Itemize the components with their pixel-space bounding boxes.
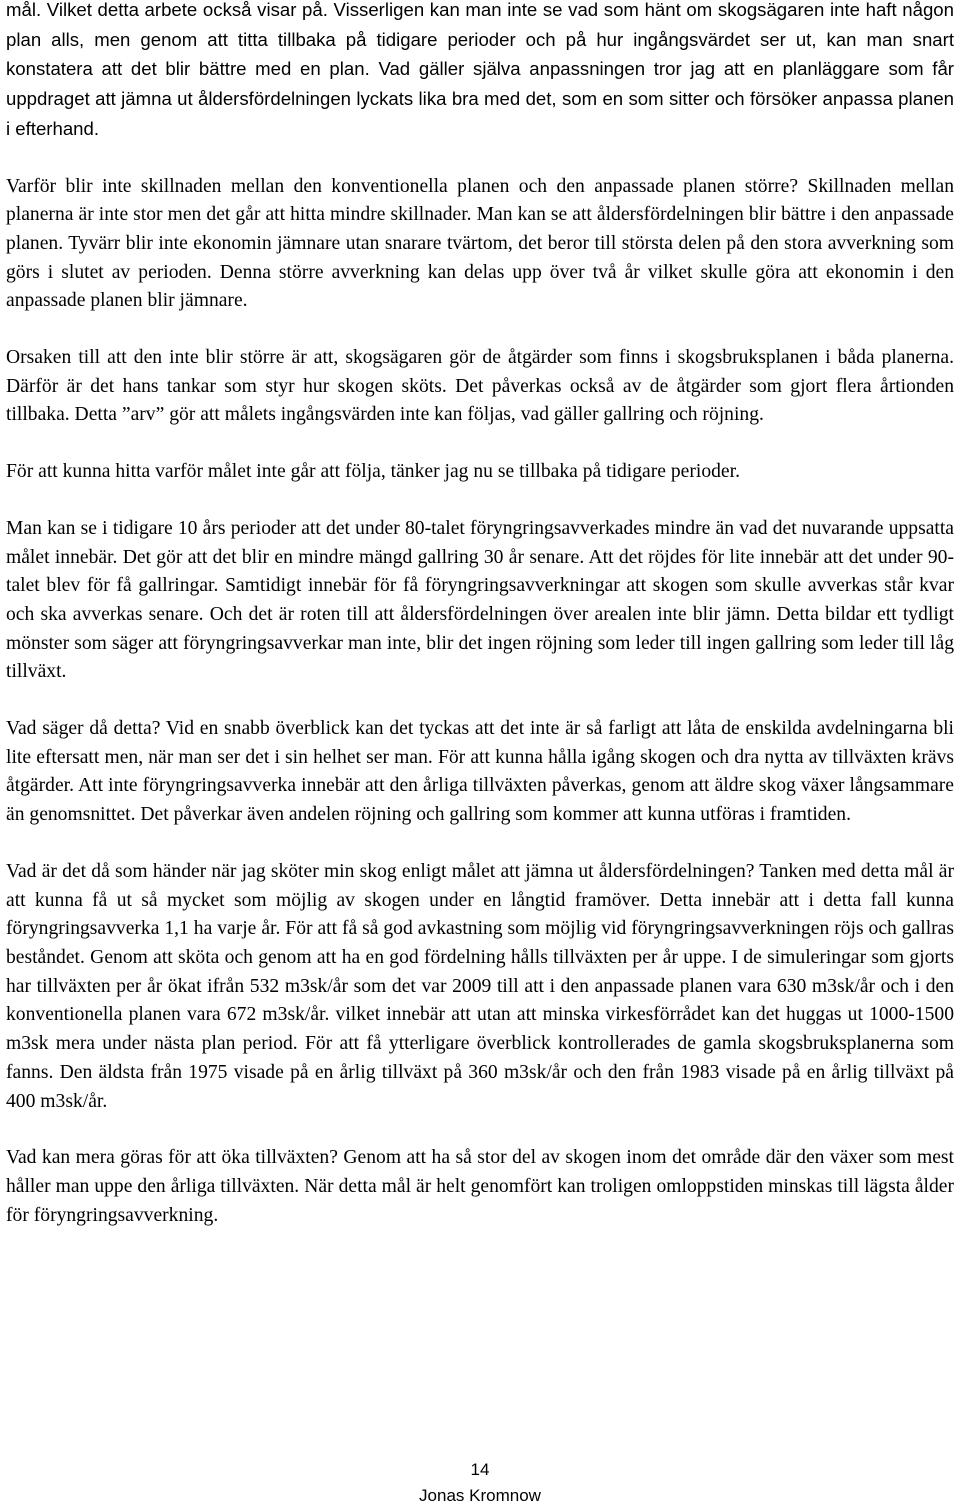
paragraph-text: Vad gäller själva anpassningen tror jag att en planläggare som får uppdraget att jämna ut åldersfördelningen lyckats lika bra med det, som en som sitter och försöker anpassa planen i efterhand. bbox=[6, 58, 954, 139]
body-text bbox=[6, 0, 954, 1258]
paragraph-text: För att kunna hitta varför målet inte går att följa, tänker jag nu se tillbaka på tidigare perioder. bbox=[6, 461, 740, 483]
page-number: 14 bbox=[470, 1460, 490, 1479]
paragraph-text: Varför blir inte skillnaden mellan den konventionella planen och den anpassade planen större? Skillnaden mellan planerna är inte stor men det går att hitta mindre skillnader. Man kan se att åldersfördelningen blir bättre i den anpassade planen. Tyvärr blir inte ekonomin jämnare utan snarare tvärtom, det beror till största delen på den stora avverkning som görs i slutet av perioden. Denna större avverkning kan delas upp över två år vilket skulle göra att ekonomin i den anpassade planen blir jämnare. bbox=[6, 175, 954, 312]
paragraph-text: Orsaken till att den inte blir större är att, skogsägaren gör de åtgärder som finns i skogsbruksplanen i båda planerna. Därför är det hans tankar som styr hur skogen sköts. Det påverkas också av de åtgärder som gjort flera årtionden tillbaka. Detta ”arv” gör att målets ingångsvärden inte kan följas, vad gäller gallring och röjning. bbox=[6, 347, 954, 426]
paragraph bbox=[6, 858, 954, 1116]
paragraph bbox=[6, 344, 954, 430]
paragraph bbox=[6, 715, 954, 830]
paragraph-text: Vad säger då detta? Vid en snabb överblick kan det tyckas att det inte är så farligt att låta de enskilda avdelningarna bli lite eftersatt men, när man ser det i sin helhet ser man. För att kunna hålla igång skogen och dra nytta av tillväxten krävs åtgärder. Att inte föryngringsavverka innebär att den årliga tillväxten påverkas, genom att äldre skog växer långsammare än genomsnittet. Det påverkar även andelen röjning och gallring som kommer att kunna utföras i framtiden. bbox=[6, 718, 954, 826]
paragraph-text: Man kan se i tidigare 10 års perioder att det under 80-talet föryngringsavverkades mindre än vad det nuvarande uppsatta målet innebär. Det gör att det blir en mindre mängd gallring 30 år senare. Att det röjdes för lite innebär att det under 90-talet blev för få gallringar. Samtidigt innebär för få föryngringsavverkningar att skogen som skulle avverkas står kvar och ska avverkas senare. Och det är roten till att åldersfördelningen över arealen inte blir jämn. Detta bildar ett tydligt mönster som säger att föryngringsavverkar man inte, blir det ingen röjning som leder till ingen gallring som leder till låg tillväxt. bbox=[6, 517, 954, 683]
paragraph-text: mål. Vilket detta arbete också visar på. bbox=[6, 0, 328, 20]
paragraph bbox=[6, 0, 954, 145]
paragraph-text: Visserligen kan man inte se vad som hänt om skogsägaren inte haft någon plan alls, men genom att titta tillbaka på tidigare perioder och på hur ingångsvärdet ser ut, kan man snart konstatera att det blir bättre med en plan. bbox=[6, 0, 954, 80]
paragraph bbox=[6, 1144, 954, 1230]
paragraph-text: Vad är det då som händer när jag sköter min skog enligt målet att jämna ut åldersfördelningen? Tanken med detta mål är att kunna få ut så mycket som möjlig av skogen under en långtid framöver. Detta innebär att i detta fall kunna föryngringsavverka 1,1 ha varje år. För att få så god avkastning som möjlig vid föryngringsavverkningen röjs och gallras beståndet. Genom att sköta och genom att ha en god fördelning hålls tillväxten per år uppe. I de simuleringar som gjorts har tillväxten per år ökat ifrån 532 m3sk/år som det var 2009 till att i den anpassade planen vara 630 m3sk/år och i den konventionella planen vara 672 m3sk/år. vilket innebär att utan att minska virkesförrådet kan det huggas ut 1000-1500 m3sk mera under nästa plan period. För att få ytterligare överblick kontrollerades de gamla skogsbruksplanerna som fanns. Den äldsta från 1975 visade på en årlig tillväxt på 360 m3sk/år och den från 1983 visade på en årlig tillväxt på 400 m3sk/år. bbox=[6, 860, 954, 1112]
author-name: Jonas Kromnow bbox=[419, 1486, 541, 1505]
paragraph bbox=[6, 515, 954, 687]
paragraph bbox=[6, 173, 954, 317]
paragraph-text: Vad kan mera göras för att öka tillväxten? Genom att ha så stor del av skogen inom det område där den växer som mest håller man uppe den årliga tillväxten. När detta mål är helt genomfört kan troligen omloppstiden minskas till lägsta ålder för föryngringsavverkning. bbox=[6, 1147, 954, 1226]
paragraph bbox=[6, 458, 954, 487]
